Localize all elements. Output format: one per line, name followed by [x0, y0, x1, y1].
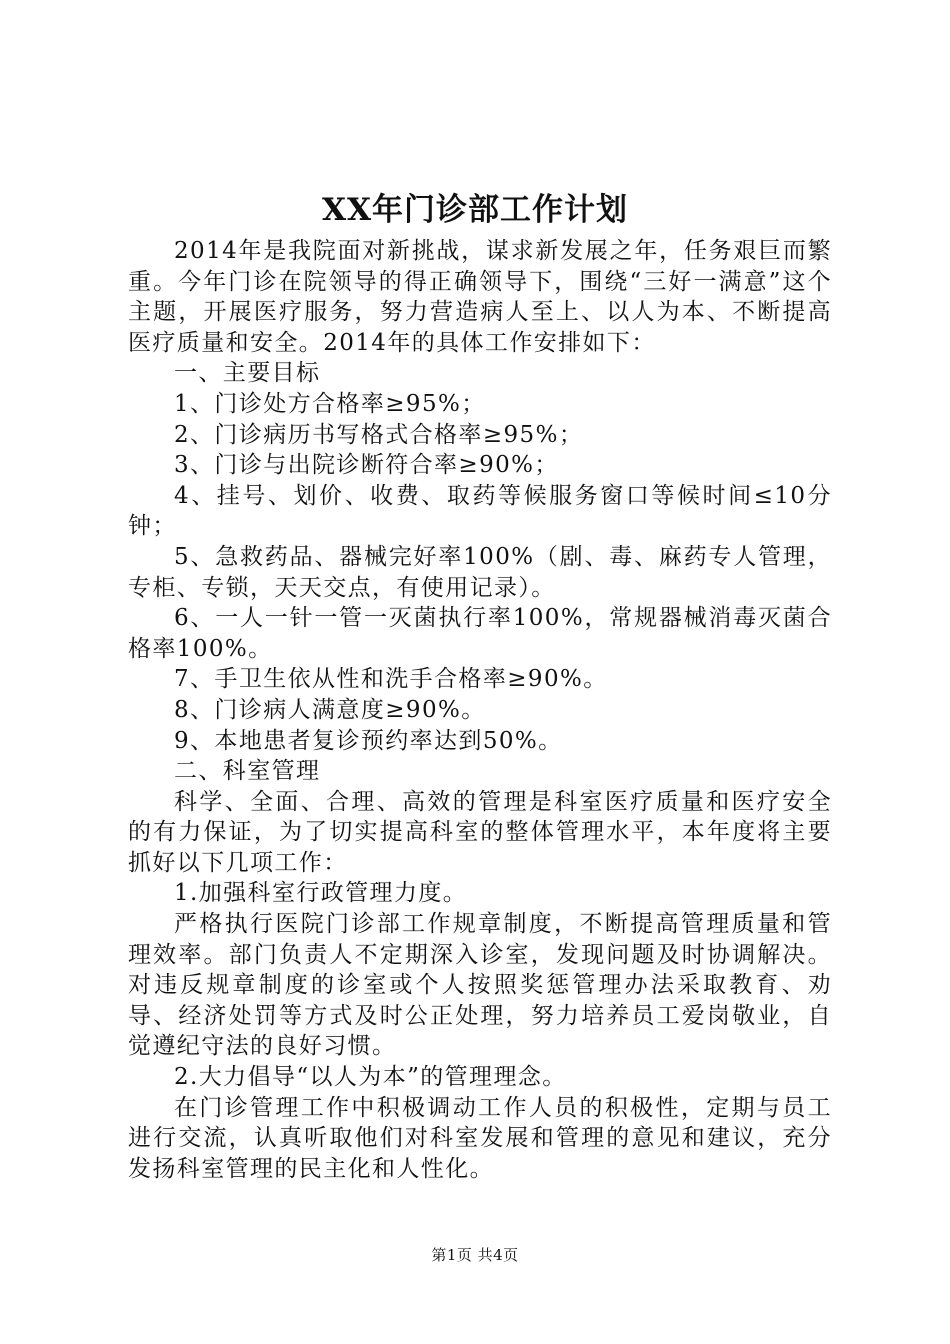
paragraph-intro: 2014年是我院面对新挑战，谋求新发展之年，任务艰巨而繁重。今年门诊在院领导的得正确领导下，围绕“三好一满意”这个主题，开展医疗服务，努力营造病人至上、以人为本、不断提高医疗质量和安全。2014年的具体工作安排如下：: [128, 238, 832, 356]
goal-item-4: 4、挂号、划价、收费、取药等候服务窗口等候时间≤10分钟；: [128, 482, 832, 540]
subheading-admin-management: 1.加强科室行政管理力度。: [174, 880, 468, 907]
goal-item-9: 9、本地患者复诊预约率达到50%。: [174, 727, 563, 754]
paragraph-people-oriented: 在门诊管理工作中积极调动工作人员的积极性，定期与员工进行交流，认真听取他们对科室发展和管理的意见和建议，充分发扬科室管理的民主化和人性化。: [128, 1094, 832, 1182]
document-body: [128, 236, 832, 1184]
goal-item-6: 6、一人一针一管一灭菌执行率100%，常规器械消毒灭菌合格率100%。: [128, 605, 832, 662]
heading-department-management: 二、科室管理: [174, 758, 321, 785]
paragraph-management-intro: 科学、全面、合理、高效的管理是科室医疗质量和医疗安全的有力保证，为了切实提高科室的整体管理水平，本年度将主要抓好以下几项工作：: [128, 788, 832, 876]
goal-item-3: 3、门诊与出院诊断符合率≥90%；: [174, 452, 559, 479]
heading-main-goals: 一、主要目标: [174, 360, 321, 387]
goal-item-7: 7、手卫生依从性和洗手合格率≥90%。: [174, 666, 608, 693]
goal-item-1: 1、门诊处方合格率≥95%；: [174, 390, 486, 417]
subheading-people-oriented: 2.大力倡导“以人为本”的管理理念。: [174, 1064, 567, 1091]
page-footer: 第1页 共4页: [431, 1246, 519, 1264]
document-title: XX年门诊部工作计划: [321, 192, 629, 228]
goal-item-8: 8、门诊病人满意度≥90%。: [174, 696, 486, 723]
goal-item-5: 5、急救药品、器械完好率100%（剧、毒、麻药专人管理，专柜、专锁，天天交点，有使用记录）。: [128, 543, 832, 601]
paragraph-admin-management: 严格执行医院门诊部工作规章制度，不断提高管理质量和管理效率。部门负责人不定期深入诊室，发现问题及时协调解决。对违反规章制度的诊室或个人按照奖惩管理办法采取教育、劝导、经济处罚等方式及时公正处理，努力培养员工爱岗敬业，自觉遵纪守法的良好习惯。: [128, 911, 832, 1060]
goal-item-2: 2、门诊病历书写格式合格率≥95%；: [174, 421, 584, 448]
